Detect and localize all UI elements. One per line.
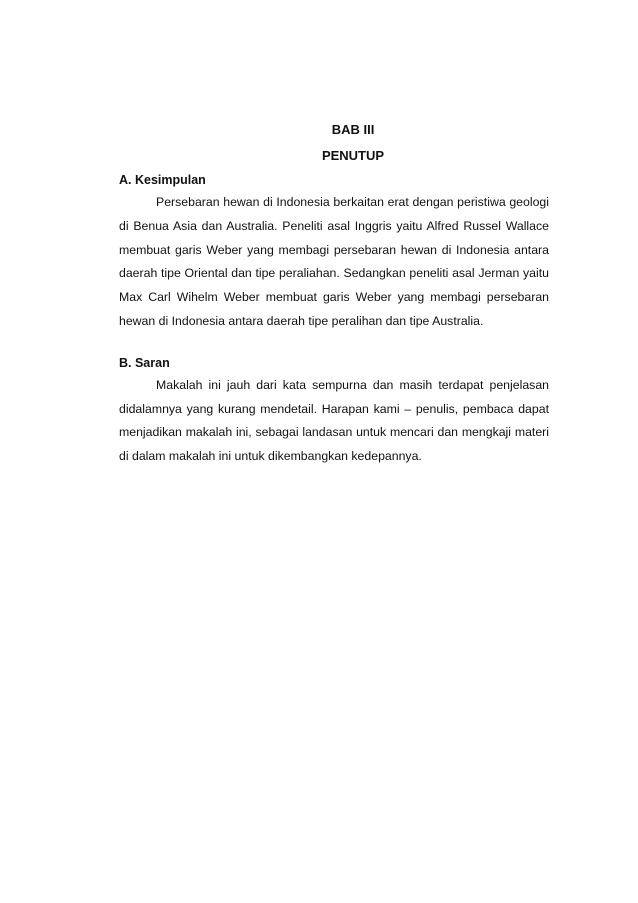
section-saran: [119, 353, 549, 469]
section-heading-saran: B. Saran: [119, 355, 170, 370]
section-spacer: [119, 334, 549, 353]
paragraph-saran: Makalah ini jauh dari kata sempurna dan masih terdapat penjelasan didalamnya yang kurang mendetail. Harapan kami – penulis, pembaca dapat menjadikan makalah ini, sebagai landasan untuk mencari dan mengkaji materi di dalam makalah ini untuk dikembangkan kedepannya.: [119, 377, 549, 464]
paragraph-kesimpulan: Persebaran hewan di Indonesia berkaitan erat dengan peristiwa geologi di Benua Asia dan Australia. Peneliti asal Inggris yaitu Alfred Russel Wallace membuat garis Weber yang membagi persebaran hewan di Indonesia antara daerah tipe Oriental dan tipe peraliahan. Sedangkan peneliti asal Jerman yaitu Max Carl Wihelm Weber membuat garis Weber yang membagi persebaran hewan di Indonesia antara daerah tipe peralihan dan tipe Australia.: [119, 195, 549, 328]
chapter-title: PENUTUP: [321, 148, 385, 163]
page-content: [119, 120, 549, 469]
chapter-number: BAB III: [331, 122, 375, 137]
section-heading-kesimpulan: A. Kesimpulan: [119, 173, 206, 187]
section-kesimpulan: [119, 170, 549, 334]
